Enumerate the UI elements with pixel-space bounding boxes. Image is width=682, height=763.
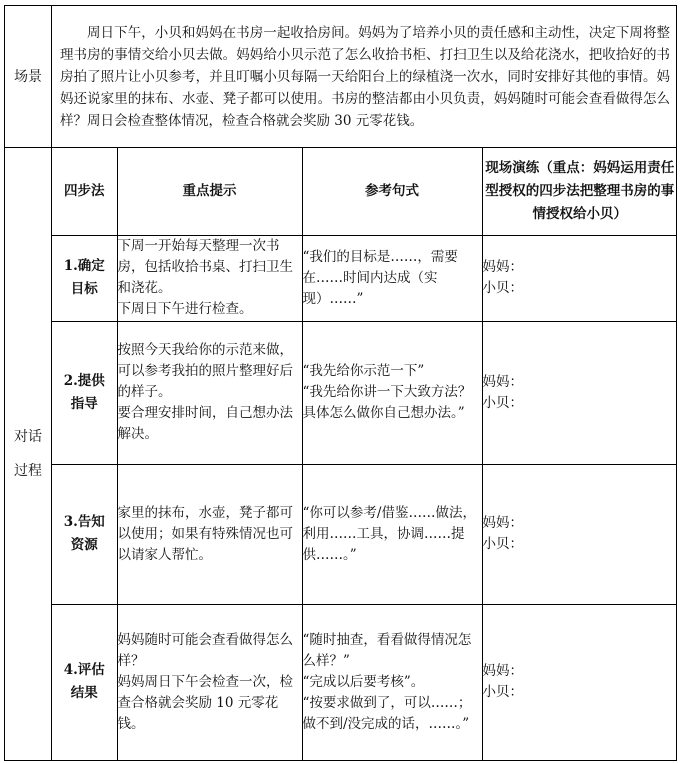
step-title <box>52 464 117 604</box>
scene-paragraph: 周日下午，小贝和妈妈在书房一起收拾房间。妈妈为了培养小贝的责任感和主动性，决定下周将整理书房的事情交给小贝去做。妈妈给小贝示范了怎么收拾书柜、打扫卫生以及给花浇水，把收拾好的书房拍了照片让小贝参考，并且叮嘱小贝每隔一天给阳台上的绿植浇一次水，同时安排好其他的事情。妈妈还说家里的抹布、水壶、凳子都可以使用。书房的整洁都由小贝负责，妈妈随时可能会查看做得怎么样？周日会检查整体情况，检查合格就会奖励 30 元零花钱。 <box>60 24 670 129</box>
step-title <box>52 604 117 760</box>
tips-cell <box>117 321 302 464</box>
reference-text: “按要求做到了，可以……；做不到/没完成的话，……。” <box>302 694 472 732</box>
step-row-1 <box>52 235 677 321</box>
drill-cell <box>482 464 677 604</box>
step-title <box>52 235 117 321</box>
header-step: 四步法 <box>52 148 117 235</box>
tips-cell <box>117 464 302 604</box>
scene-label: 场景 <box>5 6 52 148</box>
tip-text: 家里的抹布，水壶，凳子都可以使用；如果有特殊情况也可以请家人帮忙。 <box>117 504 293 563</box>
tip-text: 妈妈周日下午会检查一次，检查合格就会奖励 10 元零花钱。 <box>117 673 293 732</box>
dialogue-row <box>5 148 677 761</box>
reference-text: “随时抽查，看看做得情况怎么样？” <box>302 631 472 669</box>
tip-text: 按照今天我给你的示范来做，可以参考我拍的照片整理好后的样子。 <box>117 342 293 400</box>
step-row-3 <box>52 464 677 604</box>
reference-cell <box>302 235 482 321</box>
step-title-line1: 2.提供 <box>63 372 105 389</box>
header-row <box>52 148 677 235</box>
drill-cell <box>482 604 677 760</box>
scene-text <box>52 6 677 148</box>
drill-kid-label: 小贝： <box>482 280 523 296</box>
drill-mom-label: 妈妈： <box>482 259 523 275</box>
step-title-line2: 资源 <box>70 537 98 553</box>
tip-text: 下周一开始每天整理一次书房，包括收拾书桌、打扫卫生和浇花。 <box>117 238 293 296</box>
dialogue-label <box>5 148 52 761</box>
four-step-table <box>52 148 677 760</box>
tip-text: 下周日下午进行检查。 <box>117 301 253 317</box>
step-title-line2: 目标 <box>70 281 98 297</box>
reference-cell <box>302 464 482 604</box>
step-title-line1: 3.告知 <box>63 514 105 530</box>
step-title <box>52 321 117 464</box>
scene-row <box>5 6 677 148</box>
reference-text: “完成以后要考核”。 <box>302 673 425 690</box>
reference-text: “我先给你讲一下大致方法？具体怎么做你自己想办法。” <box>302 384 472 421</box>
header-tips: 重点提示 <box>117 148 302 235</box>
drill-kid-label: 小贝： <box>482 536 523 552</box>
header-reference: 参考句式 <box>302 148 482 235</box>
step-row-2 <box>52 321 677 464</box>
tip-text: 妈妈随时可能会查看做得怎么样？ <box>117 631 293 669</box>
tips-cell <box>117 235 302 321</box>
reference-text: “我们的目标是……，需要在……时间内达成（实现）……” <box>302 248 458 307</box>
drill-mom-label: 妈妈： <box>482 515 523 531</box>
dialogue-label-line1: 对话 <box>14 429 42 445</box>
drill-mom-label: 妈妈： <box>482 373 523 390</box>
reference-text: “你可以参考/借鉴……做法，利用……工具，协调……提供……。” <box>302 504 476 563</box>
step-title-line2: 指导 <box>70 395 98 412</box>
step-title-line1: 1.确定 <box>63 258 105 274</box>
reference-cell <box>302 604 482 760</box>
document-table <box>4 5 677 761</box>
header-drill: 现场演练（重点：妈妈运用责任型授权的四步法把整理书房的事情授权给小贝） <box>482 148 677 235</box>
reference-cell <box>302 321 482 464</box>
step-row-4 <box>52 604 677 760</box>
drill-kid-label: 小贝： <box>482 684 523 701</box>
drill-mom-label: 妈妈： <box>482 663 523 680</box>
reference-text: “我先给你示范一下” <box>302 363 425 379</box>
tips-cell <box>117 604 302 760</box>
step-title-line2: 结果 <box>70 685 98 702</box>
step-title-line1: 4.评估 <box>63 662 105 679</box>
dialogue-label-line2: 过程 <box>14 463 42 479</box>
drill-cell <box>482 235 677 321</box>
drill-cell <box>482 321 677 464</box>
drill-kid-label: 小贝： <box>482 394 523 411</box>
tip-text: 要合理安排时间，自己想办法解决。 <box>117 405 293 442</box>
dialogue-table-cell <box>52 148 677 761</box>
